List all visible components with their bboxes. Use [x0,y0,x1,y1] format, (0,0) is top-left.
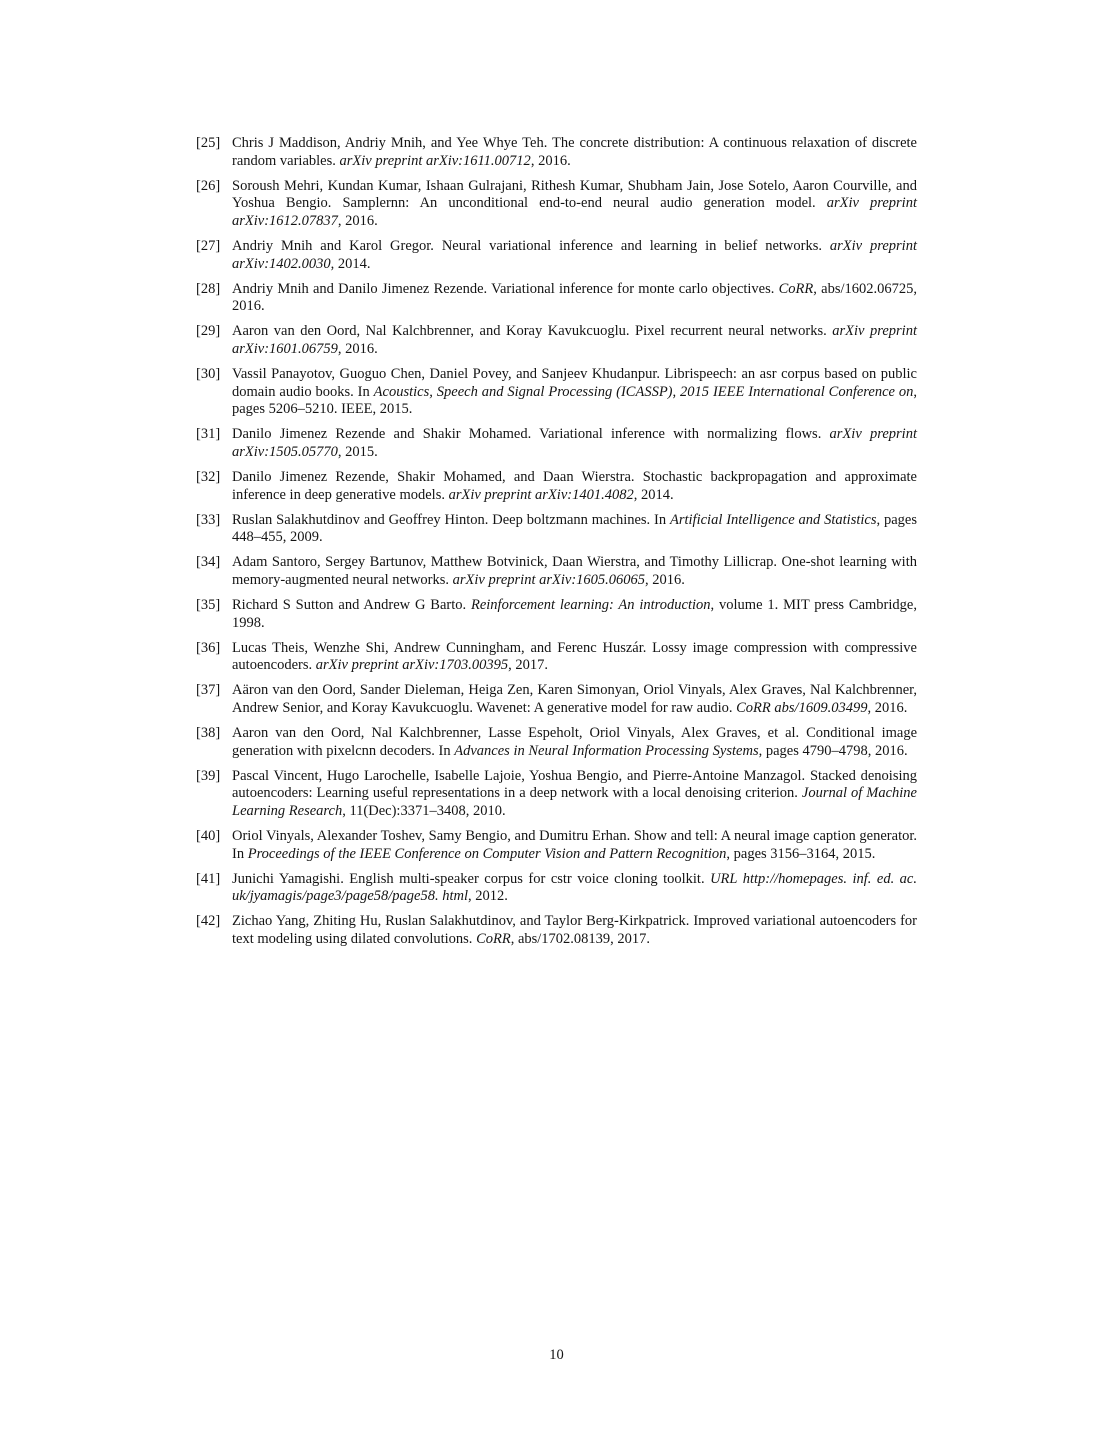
reference-text [232,512,917,547]
reference-text [232,426,917,461]
reference-item [196,913,917,948]
reference-citation-text: Aaron van den Oord, Nal Kalchbrenner, and Koray Kavukcuoglu. Pixel recurrent neural networks. [232,323,833,340]
reference-text [232,366,917,419]
reference-number: [38] [196,725,221,742]
reference-venue: CoRR abs/1609.03499 [736,700,868,717]
reference-item [196,640,917,675]
reference-citation-text: Danilo Jimenez Rezende, Shakir Mohamed, and Daan Wierstra. Stochastic backpropagation and approximate inference in deep generative models. [232,469,917,503]
reference-citation-text: Pascal Vincent, Hugo Larochelle, Isabelle Lajoie, Yoshua Bengio, and Pierre-Antoine Manzagol. Stacked denoising autoencoders: Learning useful representations in a deep network with a local denoising criterion. [232,767,917,802]
reference-number: [27] [196,237,221,254]
reference-venue: Advances in Neural Information Processing Systems [454,742,759,759]
reference-number: [31] [196,426,221,443]
reference-number: [33] [196,511,221,528]
reference-text [232,725,917,760]
reference-citation-text: , 2016. [867,700,908,717]
reference-citation-text: Danilo Jimenez Rezende and Shakir Mohamed. Variational inference with normalizing flows. [232,426,830,443]
reference-number: [37] [196,682,221,699]
reference-citation-text: , abs/1702.08139, 2017. [510,931,651,948]
reference-citation-text: Andriy Mnih and Karol Gregor. Neural variational inference and learning in belief networks. [232,237,830,254]
reference-text [232,554,917,589]
reference-item [196,469,917,504]
reference-venue: Artificial Intelligence and Statistics [669,511,877,528]
reference-item [196,135,917,170]
reference-citation-text: Junichi Yamagishi. English multi-speaker corpus for cstr voice cloning toolkit. [232,870,711,887]
reference-citation-text: Andriy Mnih and Danilo Jimenez Rezende. Variational inference for monte carlo objectives. [232,280,779,297]
reference-item [196,554,917,589]
references-list [196,135,917,956]
reference-citation-text: Aaron van den Oord, Nal Kalchbrenner, Lasse Espeholt, Oriol Vinyals, Alex Graves, et al. Conditional image generation with pixelcnn decoders. In [232,725,917,759]
reference-item [196,682,917,717]
reference-citation-text: , volume 1. MIT press Cambridge, 1998. [232,597,917,631]
reference-citation-text: , 2012. [468,888,508,905]
reference-venue: arXiv preprint arXiv:1611.00712 [339,152,531,169]
reference-item [196,512,917,547]
reference-text [232,238,917,273]
reference-citation-text: , pages 5206–5210. IEEE, 2015. [232,383,917,418]
reference-number: [39] [196,767,221,784]
reference-venue: arXiv preprint arXiv:1505.05770 [232,426,917,460]
reference-text [232,469,917,504]
reference-number: [41] [196,870,221,887]
reference-venue: CoRR [778,280,814,297]
reference-citation-text: Aäron van den Oord, Sander Dieleman, Heiga Zen, Karen Simonyan, Oriol Vinyals, Alex Graves, Nal Kalchbrenner, Andrew Senior, and Koray Kavukcuoglu. Wavenet: A generative model for raw audio. [232,682,917,717]
reference-venue: arXiv preprint arXiv:1601.06759 [232,323,917,357]
reference-citation-text: , 2017. [508,657,548,674]
reference-text [232,178,917,231]
reference-citation-text: , 2016. [337,212,378,229]
reference-item [196,238,917,273]
reference-citation-text: , 2016. [645,571,685,588]
reference-number: [32] [196,469,221,485]
reference-text [232,682,917,717]
reference-citation-text: , 2016. [337,340,378,357]
reference-venue: Acoustics, Speech and Signal Processing (ICASSP), 2015 IEEE International Conference on [373,383,914,400]
reference-text [232,828,917,863]
reference-number: [34] [196,554,221,571]
reference-venue: arXiv preprint arXiv:1703.00395 [315,657,509,674]
reference-venue: Proceedings of the IEEE Conference on Computer Vision and Pattern Recognition [247,845,727,862]
reference-citation-text: , 2015. [337,443,378,460]
reference-citation-text: , pages 3156–3164, 2015. [726,845,876,862]
reference-item [196,366,917,419]
reference-number: [36] [196,639,221,656]
reference-text [232,323,917,358]
reference-text [232,281,917,316]
reference-item [196,828,917,863]
reference-citation-text: Vassil Panayotov, Guoguo Chen, Daniel Povey, and Sanjeev Khudanpur. Librispeech: an asr corpus based on public domain audio books. In [232,366,917,400]
reference-item [196,426,917,461]
reference-number: [40] [196,828,221,845]
reference-citation-text: Ruslan Salakhutdinov and Geoffrey Hinton. Deep boltzmann machines. In [232,511,670,528]
reference-number: [26] [196,177,221,194]
reference-venue: Reinforcement learning: An introduction [470,597,711,614]
reference-item [196,178,917,231]
reference-citation-text: , pages 4790–4798, 2016. [758,742,908,759]
reference-citation-text: Adam Santoro, Sergey Bartunov, Matthew Botvinick, Daan Wierstra, and Timothy Lillicrap. One-shot learning with memory-augmented neural networks. [232,554,917,588]
reference-citation-text: Zichao Yang, Zhiting Hu, Ruslan Salakhutdinov, and Taylor Berg-Kirkpatrick. Improved variational autoencoders for text modeling using dilated convolutions. [232,913,917,948]
reference-venue: arXiv preprint arXiv:1612.07837 [232,195,917,229]
reference-venue: arXiv preprint arXiv:1401.4082 [448,486,634,503]
reference-number: [42] [196,913,221,930]
reference-number: [29] [196,323,221,340]
reference-number: [28] [196,280,221,297]
reference-text [232,597,917,632]
reference-citation-text: Oriol Vinyals, Alexander Toshev, Samy Bengio, and Dumitru Erhan. Show and tell: A neural image caption generator. In [232,828,917,862]
reference-item [196,725,917,760]
reference-citation-text: Soroush Mehri, Kundan Kumar, Ishaan Gulrajani, Rithesh Kumar, Shubham Jain, Jose Sotelo, Aaron Courville, and Yoshua Bengio. Samplernn: An unconditional end-to-end neural audio generation model. [232,177,917,212]
page-number: 10 [549,1347,564,1363]
reference-text [232,640,917,675]
reference-number: [35] [196,597,221,614]
reference-citation-text: Chris J Maddison, Andriy Mnih, and Yee Whye Teh. The concrete distribution: A continuous relaxation of discrete random variables. [232,135,917,169]
reference-citation-text: Lucas Theis, Wenzhe Shi, Andrew Cunningham, and Ferenc Huszár. Lossy image compression with compressive autoencoders. [232,639,917,674]
reference-citation-text: , 2014. [633,486,674,503]
reference-text [232,871,917,906]
reference-citation-text: , 2014. [330,255,371,272]
reference-venue: URL http://homepages. inf. ed. ac. uk/jyamagis/page3/page58/page58. html [232,870,917,905]
reference-citation-text: Richard S Sutton and Andrew G Barto. [232,597,471,614]
reference-citation-text: , pages 448–455, 2009. [232,511,917,546]
reference-citation-text: , abs/1602.06725, 2016. [232,280,917,315]
reference-item [196,281,917,316]
reference-number: [30] [196,366,221,383]
reference-item [196,871,917,906]
reference-item [196,768,917,821]
reference-text [232,135,917,170]
reference-text [232,913,917,948]
reference-citation-text: , 2016. [530,152,571,169]
reference-venue: CoRR [476,931,511,948]
reference-venue: arXiv preprint arXiv:1605.06065 [452,571,646,588]
reference-citation-text: , 11(Dec):3371–3408, 2010. [342,803,506,819]
reference-number: [25] [196,135,221,151]
reference-text [232,768,917,821]
reference-item [196,323,917,358]
reference-venue: Journal of Machine Learning Research [232,785,917,819]
reference-venue: arXiv preprint arXiv:1402.0030 [232,237,917,272]
reference-item [196,597,917,632]
